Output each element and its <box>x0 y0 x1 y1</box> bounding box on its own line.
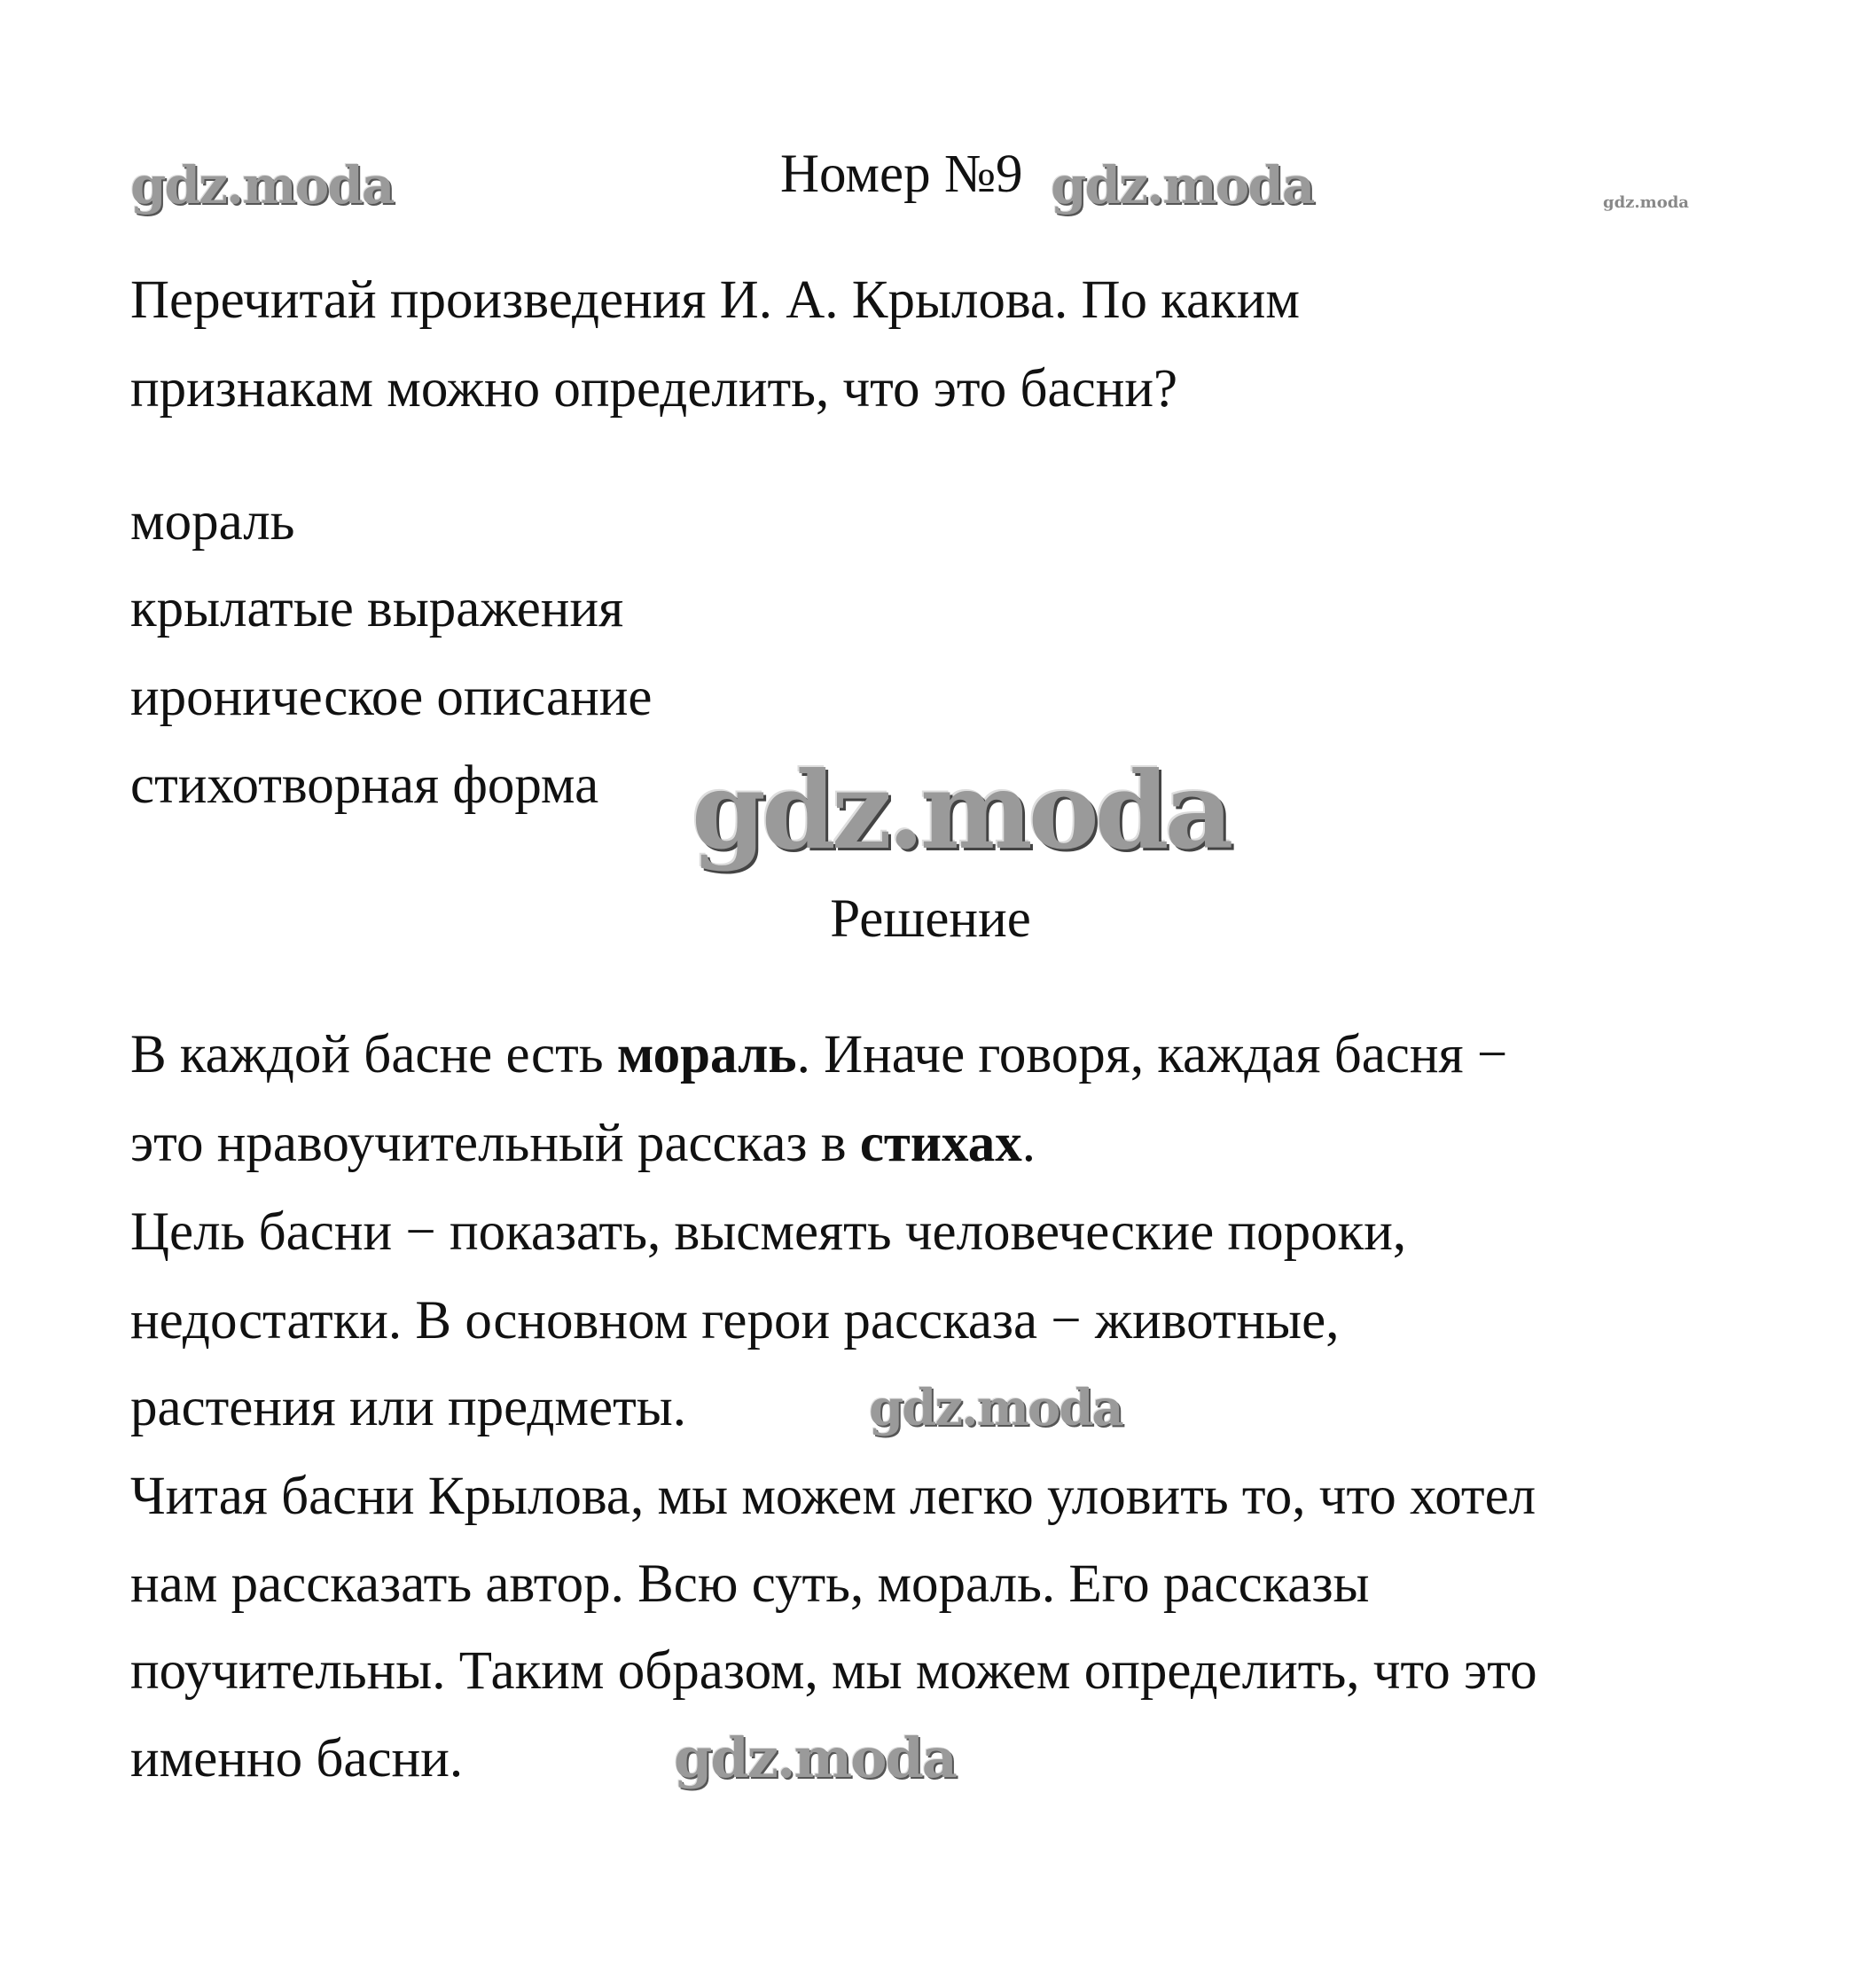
solution-line: именно басни. <box>130 1729 464 1788</box>
watermark: gdz.moda <box>1051 155 1314 215</box>
text: В каждой басне есть <box>130 1025 617 1084</box>
bold-term: мораль <box>616 1025 797 1084</box>
solution-line <box>130 1025 1508 1084</box>
answer-item: стихотворная форма <box>130 755 599 815</box>
answer-item: ироническое описание <box>130 668 653 727</box>
text: . <box>1021 1114 1036 1173</box>
solution-line: нам рассказать автор. Всю суть, мораль. Его рассказы <box>130 1554 1370 1614</box>
solution-line <box>130 1114 1036 1173</box>
page-title: Номер №9 <box>780 145 1023 204</box>
solution-line: Цель басни − показать, высмеять человеческие пороки, <box>130 1202 1407 1262</box>
watermark: gdz.moda <box>869 1379 1122 1437</box>
answer-item: мораль <box>130 492 295 552</box>
solution-line: недостатки. В основном герои рассказа − животные, <box>130 1291 1340 1350</box>
solution-line: растения или предметы. <box>130 1378 686 1437</box>
watermark: gdz.moda <box>692 748 1230 873</box>
question-line: признакам можно определить, что это басни? <box>130 359 1178 419</box>
answer-item: крылатые выражения <box>130 579 624 638</box>
text: . Иначе говоря, каждая басня − <box>796 1025 1508 1084</box>
watermark: gdz.moda <box>1603 193 1689 212</box>
watermark: gdz.moda <box>130 155 394 215</box>
solution-heading: Решение <box>830 889 1031 949</box>
solution-line: поучительны. Таким образом, мы можем определить, что это <box>130 1641 1537 1701</box>
question-line: Перечитай произведения И. А. Крылова. По каким <box>130 270 1300 330</box>
text: это нравоучительный рассказ в <box>130 1114 860 1173</box>
solution-line: Читая басни Крылова, мы можем легко уловить то, что хотел <box>130 1467 1536 1526</box>
watermark: gdz.moda <box>674 1726 956 1790</box>
bold-term: стихах <box>859 1114 1022 1173</box>
